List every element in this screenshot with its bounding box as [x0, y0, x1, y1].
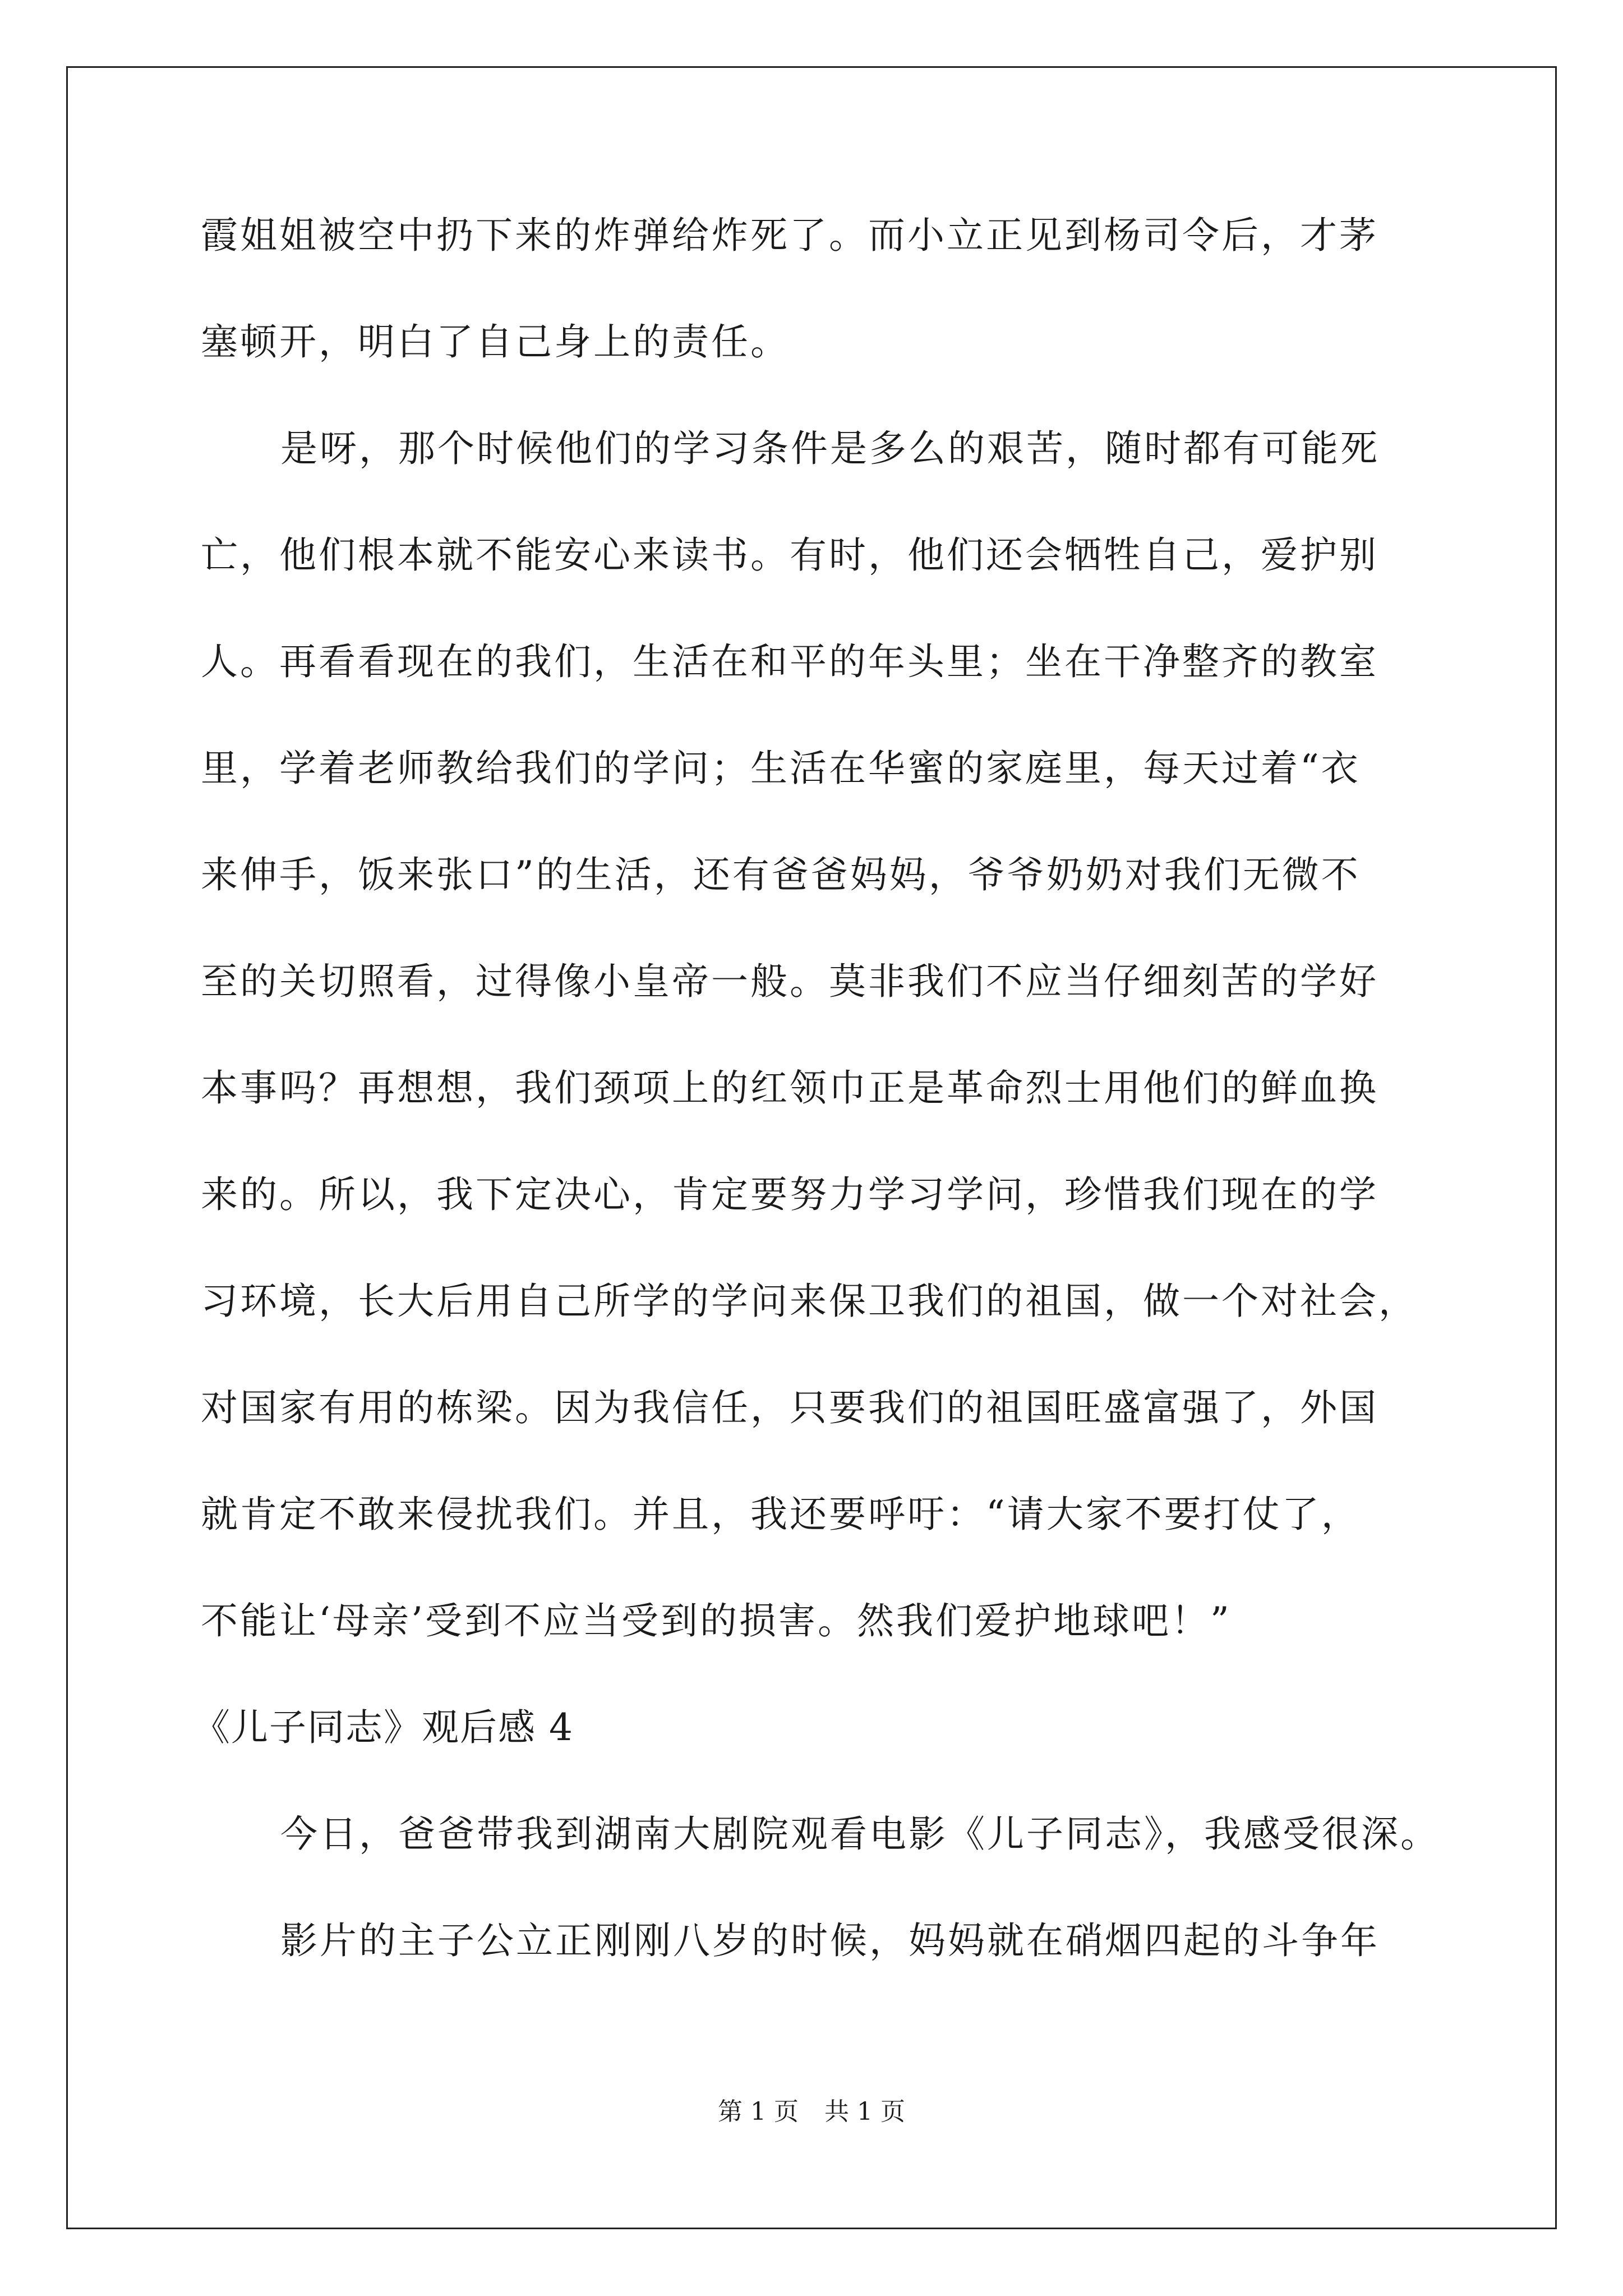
text-line: 对国家有用的栋梁。因为我信任，只要我们的祖国旺盛富强了，外国 — [201, 1386, 1378, 1429]
page-total: 共 1 页 — [824, 2097, 905, 2126]
text-line: 来伸手，饭来张口”的生活，还有爸爸妈妈，爷爷奶奶对我们无微不 — [201, 853, 1361, 896]
section-heading: 《儿子同志》观后感 4 — [193, 1706, 574, 1749]
text-line: 霞姐姐被空中扔下来的炸弹给炸死了。而小立正见到杨司令后，才茅 — [201, 214, 1378, 257]
page-footer — [0, 2095, 1623, 2129]
text-line: 亡，他们根本就不能安心来读书。有时，他们还会牺牲自己，爱护别 — [201, 533, 1378, 577]
paragraph-start: 今日，爸爸带我到湖南大剧院观看电影《儿子同志》，我感受很深。 — [280, 1812, 1440, 1856]
page-number: 第 1 页 — [718, 2097, 799, 2126]
page-frame — [66, 66, 1557, 2229]
text-line: 习环境，长大后用自己所学的学问来保卫我们的祖国，做一个对社会， — [201, 1280, 1418, 1323]
text-line: 里，学着老师教给我们的学问；生活在华蜜的家庭里，每天过着“衣 — [201, 747, 1361, 790]
paragraph-start: 是呀，那个时候他们的学习条件是多么的艰苦，随时都有可能死 — [280, 427, 1380, 470]
text-line: 本事吗？再想想，我们颈项上的红领巾正是革命烈士用他们的鲜血换 — [201, 1066, 1378, 1110]
text-line: 来的。所以，我下定决心，肯定要努力学习学问，珍惜我们现在的学 — [201, 1173, 1378, 1216]
text-line: 就肯定不敢来侵扰我们。并且，我还要呼吁：“请大家不要打仗了， — [201, 1493, 1361, 1536]
paragraph-start: 影片的主子公立正刚刚八岁的时候，妈妈就在硝烟四起的斗争年 — [280, 1919, 1380, 1962]
text-line: 人。再看看现在的我们，生活在和平的年头里；坐在干净整齐的教室 — [201, 640, 1378, 683]
text-line: 不能让‘母亲’受到不应当受到的损害。然我们爱护地球吧！” — [201, 1599, 1232, 1642]
text-line: 至的关切照看，过得像小皇帝一般。莫非我们不应当仔细刻苦的学好 — [201, 960, 1378, 1003]
text-line: 塞顿开，明白了自己身上的责任。 — [201, 320, 790, 364]
